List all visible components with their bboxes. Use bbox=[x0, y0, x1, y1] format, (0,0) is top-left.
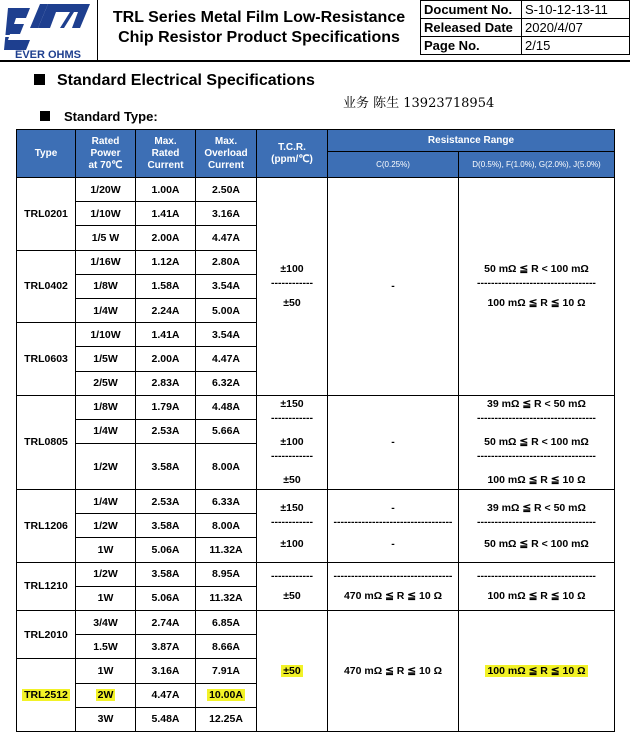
header-max-overload-current: Max. Overload Current bbox=[196, 130, 257, 178]
power-cell: 1/16W bbox=[76, 250, 136, 274]
header-tcr: T.C.R. (ppm/℃) bbox=[257, 130, 328, 178]
tcr-cell: ±50 bbox=[257, 611, 328, 732]
rated-current-cell: 3.87A bbox=[136, 635, 196, 659]
tcr-cell: ±100 ------------ ±50 bbox=[257, 178, 328, 396]
rated-current-cell: 1.41A bbox=[136, 202, 196, 226]
overload-current-cell: 3.54A bbox=[196, 274, 257, 298]
overload-current-cell: 4.47A bbox=[196, 347, 257, 371]
power-cell: 1W bbox=[76, 586, 136, 610]
power-cell: 1/4W bbox=[76, 490, 136, 514]
meta-value: S-10-12-13-11 bbox=[522, 1, 630, 19]
header-type: Type bbox=[17, 130, 76, 178]
rated-current-cell: 1.41A bbox=[136, 323, 196, 347]
rated-current-cell: 2.53A bbox=[136, 419, 196, 443]
power-cell: 1/10W bbox=[76, 323, 136, 347]
overload-current-cell: 8.00A bbox=[196, 444, 257, 490]
header-max-rated-current: Max. Rated Current bbox=[136, 130, 196, 178]
meta-value: 2/15 bbox=[522, 37, 630, 55]
rr-c-cell: ---------------------------------- 470 mΩ ≦ R ≦ 10 Ω bbox=[328, 562, 459, 610]
tcr-cell: ±150 ------------ ±100 ------------ ±50 bbox=[257, 395, 328, 489]
bullet-square-icon bbox=[34, 74, 45, 85]
rated-current-cell: 4.47A bbox=[136, 683, 196, 707]
spec-table bbox=[16, 129, 615, 732]
rr-d-cell: 39 mΩ ≦ R < 50 mΩ ---------------------------------- 50 mΩ ≦ R < 100 mΩ bbox=[459, 490, 615, 563]
rr-c-cell: 470 mΩ ≦ R ≦ 10 Ω bbox=[328, 611, 459, 732]
section-heading bbox=[34, 72, 315, 90]
overload-current-cell: 12.25A bbox=[196, 707, 257, 731]
rated-current-cell: 2.24A bbox=[136, 298, 196, 322]
power-cell: 1/2W bbox=[76, 562, 136, 586]
contact-text: 业务 陈生 13923718954 bbox=[343, 96, 495, 111]
power-cell: 1W bbox=[76, 659, 136, 683]
rated-current-cell: 5.06A bbox=[136, 586, 196, 610]
power-cell: 1/2W bbox=[76, 514, 136, 538]
title-line-1: TRL Series Metal Film Low-Resistance bbox=[112, 9, 406, 26]
rated-current-cell: 1.00A bbox=[136, 178, 196, 202]
power-cell: 2/5W bbox=[76, 371, 136, 395]
power-cell: 1/5 W bbox=[76, 226, 136, 250]
subsection-title: Standard Type: bbox=[64, 109, 158, 124]
overload-current-cell: 6.33A bbox=[196, 490, 257, 514]
header-rr-d: D(0.5%), F(1.0%), G(2.0%), J(5.0%) bbox=[459, 152, 615, 178]
power-cell: 1/8W bbox=[76, 274, 136, 298]
power-cell: 1/10W bbox=[76, 202, 136, 226]
power-cell: 1/4W bbox=[76, 298, 136, 322]
meta-key: Document No. bbox=[421, 1, 522, 19]
power-cell: 3/4W bbox=[76, 611, 136, 635]
power-cell: 1W bbox=[76, 538, 136, 562]
document-title bbox=[98, 8, 420, 48]
overload-current-cell: 8.95A bbox=[196, 562, 257, 586]
power-cell: 1.5W bbox=[76, 635, 136, 659]
power-cell: 1/2W bbox=[76, 444, 136, 490]
rated-current-cell: 3.16A bbox=[136, 659, 196, 683]
rr-d-cell: 39 mΩ ≦ R < 50 mΩ ---------------------------------- 50 mΩ ≦ R < 100 mΩ ---------------------------------- 100 mΩ ≦ R ≦ 10 Ω bbox=[459, 395, 615, 489]
type-cell: TRL0603 bbox=[17, 323, 76, 396]
overload-current-cell: 6.32A bbox=[196, 371, 257, 395]
overload-current-cell: 3.16A bbox=[196, 202, 257, 226]
rated-current-cell: 1.12A bbox=[136, 250, 196, 274]
ever-ohms-logo bbox=[0, 0, 96, 60]
tcr-cell: ------------ ±50 bbox=[257, 562, 328, 610]
rr-c-cell: - ---------------------------------- - bbox=[328, 490, 459, 563]
rated-current-cell: 3.58A bbox=[136, 514, 196, 538]
overload-current-cell: 5.66A bbox=[196, 419, 257, 443]
rated-current-cell: 2.83A bbox=[136, 371, 196, 395]
rated-current-cell: 1.58A bbox=[136, 274, 196, 298]
overload-current-cell: 6.85A bbox=[196, 611, 257, 635]
overload-current-cell: 10.00A bbox=[196, 683, 257, 707]
meta-value: 2020/4/07 bbox=[522, 19, 630, 37]
rr-c-cell: - bbox=[328, 395, 459, 489]
rated-current-cell: 2.00A bbox=[136, 347, 196, 371]
rated-current-cell: 3.58A bbox=[136, 444, 196, 490]
company-name: EVER OHMS bbox=[14, 49, 82, 60]
rated-current-cell: 2.74A bbox=[136, 611, 196, 635]
header-rr-c: C(0.25%) bbox=[328, 152, 459, 178]
type-cell: TRL0805 bbox=[17, 395, 76, 489]
power-cell: 3W bbox=[76, 707, 136, 731]
overload-current-cell: 7.91A bbox=[196, 659, 257, 683]
overload-current-cell: 11.32A bbox=[196, 586, 257, 610]
power-cell: 2W bbox=[76, 683, 136, 707]
overload-current-cell: 8.66A bbox=[196, 635, 257, 659]
power-cell: 1/5W bbox=[76, 347, 136, 371]
power-cell: 1/20W bbox=[76, 178, 136, 202]
overload-current-cell: 3.54A bbox=[196, 323, 257, 347]
rated-current-cell: 2.53A bbox=[136, 490, 196, 514]
bullet-square-icon bbox=[40, 111, 50, 121]
rr-d-cell: ---------------------------------- 100 mΩ ≦ R ≦ 10 Ω bbox=[459, 562, 615, 610]
overload-current-cell: 11.32A bbox=[196, 538, 257, 562]
rr-d-cell: 50 mΩ ≦ R < 100 mΩ ---------------------------------- 100 mΩ ≦ R ≦ 10 Ω bbox=[459, 178, 615, 396]
tcr-cell: ±150 ------------ ±100 bbox=[257, 490, 328, 563]
rr-d-cell: 100 mΩ ≦ R ≦ 10 Ω bbox=[459, 611, 615, 732]
rated-current-cell: 3.58A bbox=[136, 562, 196, 586]
header-rated-power: Rated Power at 70℃ bbox=[76, 130, 136, 178]
power-cell: 1/4W bbox=[76, 419, 136, 443]
type-cell: TRL2010 bbox=[17, 611, 76, 659]
overload-current-cell: 2.50A bbox=[196, 178, 257, 202]
type-cell: TRL0201 bbox=[17, 178, 76, 251]
title-line-2: Chip Resistor Product Specifications bbox=[118, 29, 400, 46]
rated-current-cell: 5.48A bbox=[136, 707, 196, 731]
rated-current-cell: 1.79A bbox=[136, 395, 196, 419]
document-meta-table bbox=[420, 0, 630, 55]
subsection-heading bbox=[40, 109, 158, 124]
overload-current-cell: 5.00A bbox=[196, 298, 257, 322]
header-resistance-range: Resistance Range bbox=[328, 130, 615, 152]
type-cell: TRL0402 bbox=[17, 250, 76, 323]
meta-key: Released Date bbox=[421, 19, 522, 37]
rated-current-cell: 5.06A bbox=[136, 538, 196, 562]
rated-current-cell: 2.00A bbox=[136, 226, 196, 250]
section-title: Standard Electrical Specifications bbox=[57, 72, 315, 89]
overload-current-cell: 4.48A bbox=[196, 395, 257, 419]
overload-current-cell: 4.47A bbox=[196, 226, 257, 250]
meta-key: Page No. bbox=[421, 37, 522, 55]
type-cell: TRL1210 bbox=[17, 562, 76, 610]
type-cell: TRL1206 bbox=[17, 490, 76, 563]
power-cell: 1/8W bbox=[76, 395, 136, 419]
type-cell: TRL2512 bbox=[17, 659, 76, 732]
overload-current-cell: 8.00A bbox=[196, 514, 257, 538]
document-header bbox=[0, 0, 630, 60]
rr-c-cell: - bbox=[328, 178, 459, 396]
overload-current-cell: 2.80A bbox=[196, 250, 257, 274]
